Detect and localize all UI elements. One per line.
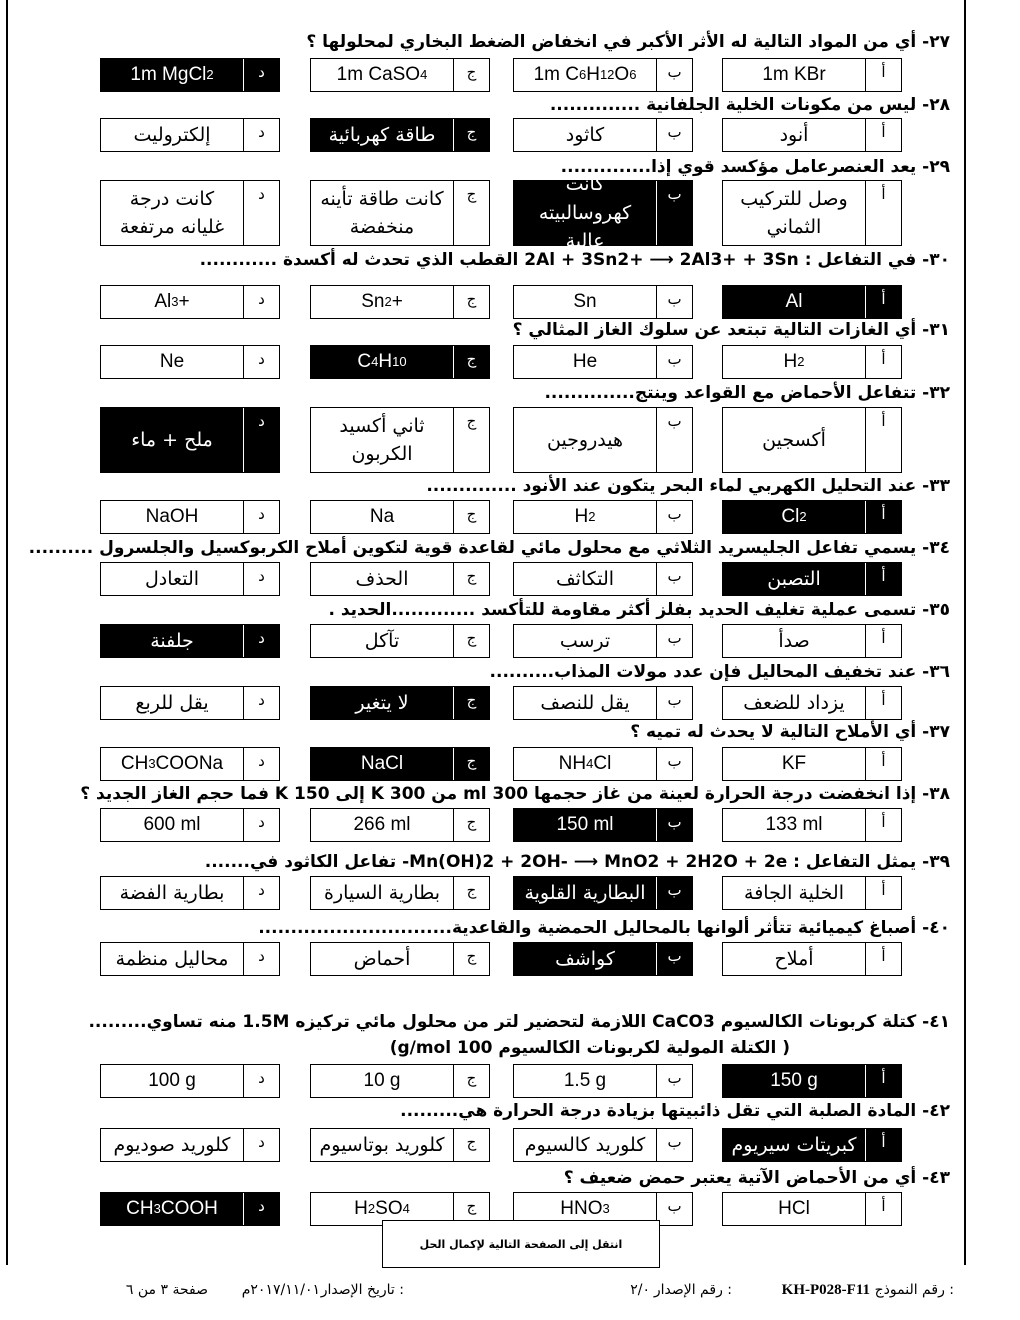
option-text: أملاح <box>774 947 814 970</box>
option-c[interactable] <box>310 562 490 596</box>
option-letter: ج <box>453 181 489 245</box>
option-text: NaOH <box>145 505 199 527</box>
footer-date: ٢٠١٧/١١/٠١م <box>241 1282 320 1298</box>
option-letter: ج <box>453 625 489 657</box>
option-c-selected[interactable] <box>310 686 490 720</box>
option-d[interactable] <box>100 345 280 379</box>
option-text: 600 ml <box>143 813 201 835</box>
option-letter: ج <box>453 1065 489 1097</box>
option-b[interactable] <box>513 747 693 781</box>
option-b-selected[interactable] <box>513 942 693 976</box>
question-text: المادة الصلبة التي تقل ذائبيتها بزيادة درجة الحرارة هي......... <box>400 1101 917 1121</box>
question-number: ٣٢- <box>916 383 950 403</box>
option-c[interactable] <box>310 58 490 92</box>
question-35 <box>328 600 950 620</box>
question-number: ٢٨- <box>916 95 950 115</box>
option-letter: ج <box>453 687 489 719</box>
question-41 <box>88 1012 950 1032</box>
option-text: NaCl <box>360 752 404 774</box>
option-letter: د <box>243 1065 279 1097</box>
option-d[interactable] <box>100 118 280 152</box>
option-a[interactable] <box>722 345 902 379</box>
question-text: عند تخفيف المحاليل فإن عدد مولات المذاب.......... <box>489 662 917 682</box>
option-letter: ب <box>656 59 692 91</box>
option-text: كلوريد صوديوم <box>113 1133 231 1156</box>
question-text: أي من الأحماض الآتية يعتبر حمض ضعيف ؟ <box>563 1168 917 1188</box>
option-text: تآكل <box>364 629 400 652</box>
option-text: هيدروجين <box>546 428 624 451</box>
option-b[interactable] <box>513 686 693 720</box>
question-number: ٣٤- <box>916 538 950 558</box>
question-number: ٣٠- <box>916 250 950 270</box>
option-letter: ج <box>453 877 489 909</box>
option-text: NH 4 Cl <box>558 752 612 774</box>
option-c-selected[interactable] <box>310 747 490 781</box>
option-text: 150 ml <box>556 813 614 835</box>
option-letter: ج <box>453 119 489 151</box>
option-text: He <box>572 350 598 372</box>
option-letter: د <box>243 346 279 378</box>
option-letter: د <box>243 687 279 719</box>
question-text: عند التحليل الكهربي لماء البحر يتكون عند الأنود .............. <box>426 476 917 496</box>
option-c[interactable] <box>310 285 490 319</box>
option-letter: أ <box>865 59 901 91</box>
question-43 <box>564 1168 950 1188</box>
question-39 <box>205 852 950 872</box>
option-d[interactable] <box>100 180 280 246</box>
option-d[interactable] <box>100 747 280 781</box>
option-text: يقل للنصف <box>540 691 630 714</box>
option-letter: ب <box>656 346 692 378</box>
question-text: إذا انخفضت درجة الحرارة لعينة من غاز حجمها 300 ml من 300 K إلى 150 K فما حجم الغاز الجديد ؟ <box>80 784 917 804</box>
option-b-selected[interactable] <box>513 173 693 253</box>
option-letter: د <box>243 181 279 245</box>
option-letter: أ <box>865 748 901 780</box>
option-letter: ب <box>656 625 692 657</box>
option-text: كواشف <box>555 947 615 970</box>
question-number: ٣٦- <box>916 662 950 682</box>
question-number: ٤٢- <box>916 1101 950 1121</box>
option-c-selected[interactable] <box>310 118 490 152</box>
question-text: تتفاعل الأحماض مع القواعد وينتج.............. <box>544 383 917 403</box>
option-letter: ج <box>453 1193 489 1225</box>
question-text: أي من المواد التالية له الأثر الأكبر في انخفاض الضغط البخاري لمحلولها ؟ <box>306 32 917 52</box>
option-text: 10 g <box>363 1069 401 1091</box>
option-b[interactable] <box>513 1064 693 1098</box>
question-number: ٣٩- <box>916 852 950 872</box>
question-number: ٣٨- <box>916 784 950 804</box>
option-b[interactable] <box>513 562 693 596</box>
option-letter: ب <box>656 501 692 533</box>
option-b[interactable] <box>513 500 693 534</box>
option-d-selected[interactable] <box>100 1192 280 1226</box>
option-c[interactable] <box>310 180 490 246</box>
footer-version-label: رقم الإصدار : <box>653 1282 732 1298</box>
option-text: CH 3 COOH <box>126 1197 218 1219</box>
option-letter: ج <box>453 501 489 533</box>
option-text: Sn 2 + <box>361 290 403 312</box>
option-letter: ب <box>656 748 692 780</box>
question-text: يسمي تفاعل الجليسريد الثلاثي مع محلول مائي لقاعدة قوية لتكوين أملاح الكربوكسيل والجلسرول .......... <box>28 538 917 558</box>
option-b[interactable] <box>513 118 693 152</box>
question-text: كتلة كربونات الكالسيوم CaCO3 اللازمة لتحضير لتر من محلول مائي تركيزه 1.5M منه تساوي......... <box>88 1012 917 1032</box>
question-text: ليس من مكونات الخلية الجلفانية .............. <box>549 95 917 115</box>
option-d[interactable] <box>100 876 280 910</box>
option-text: HNO 3 <box>560 1197 610 1219</box>
option-d[interactable] <box>100 808 280 842</box>
question-number: ٤٠- <box>916 918 950 938</box>
option-letter: أ <box>865 286 901 318</box>
option-d-selected[interactable] <box>100 624 280 658</box>
option-b-selected[interactable] <box>513 876 693 910</box>
option-letter: ب <box>656 877 692 909</box>
option-letter: ج <box>453 346 489 378</box>
question-number: ٣٥- <box>916 600 950 620</box>
question-36 <box>490 662 950 682</box>
option-c[interactable] <box>310 500 490 534</box>
option-a[interactable] <box>722 808 902 842</box>
option-text: كانت درجة غليانه مرتفعة <box>119 187 225 238</box>
option-letter: أ <box>865 625 901 657</box>
question-37 <box>630 722 950 742</box>
option-a-selected[interactable] <box>722 1128 902 1162</box>
option-c[interactable] <box>310 1128 490 1162</box>
option-letter: ج <box>453 408 489 472</box>
option-text: الخلية الجافة <box>744 881 844 904</box>
option-letter: د <box>243 563 279 595</box>
option-b[interactable] <box>513 624 693 658</box>
option-c[interactable] <box>310 876 490 910</box>
option-a[interactable] <box>722 942 902 976</box>
question-34 <box>29 538 950 558</box>
option-text: Al 3 + <box>154 290 190 312</box>
question-number: ٣١- <box>916 320 950 340</box>
option-c[interactable] <box>310 808 490 842</box>
option-a[interactable] <box>722 407 902 473</box>
option-text: 100 g <box>148 1069 196 1091</box>
option-text: 1m C 6 H 1 2 O 6 <box>533 63 637 85</box>
option-a[interactable] <box>722 1192 902 1226</box>
option-text: التصبن <box>767 567 821 590</box>
option-text: كلوريد كالسيوم <box>524 1133 646 1156</box>
footer-form-no: KH-P028-F11 <box>781 1282 870 1298</box>
option-letter: ب <box>656 1065 692 1097</box>
option-a[interactable] <box>722 180 902 246</box>
option-text: كانت طاقة تأينه منخفضة <box>320 187 444 238</box>
option-letter: د <box>243 1193 279 1225</box>
option-letter: د <box>243 286 279 318</box>
option-text: ترسب <box>559 629 611 652</box>
option-letter: أ <box>865 346 901 378</box>
option-text: وصل للتركيب الثماني <box>740 187 848 238</box>
option-d[interactable] <box>100 942 280 976</box>
option-a[interactable] <box>722 747 902 781</box>
option-d[interactable] <box>100 1128 280 1162</box>
option-d[interactable] <box>100 562 280 596</box>
option-text: Cl 2 <box>781 505 807 527</box>
option-b-selected[interactable] <box>513 808 693 842</box>
question-33 <box>426 476 950 496</box>
option-letter: ب <box>656 943 692 975</box>
question-text: أي الغازات التالية تبتعد عن سلوك الغاز المثالي ؟ <box>512 320 917 340</box>
option-text: 1.5 g <box>563 1069 607 1091</box>
option-text: البطارية القلوية <box>524 881 646 904</box>
option-letter: د <box>243 943 279 975</box>
option-text: كلوريد بوتاسيوم <box>319 1133 445 1156</box>
option-text: الحذف <box>355 567 409 590</box>
option-letter: ج <box>453 748 489 780</box>
question-28 <box>550 95 950 115</box>
option-text: 1m CaSO 4 <box>336 63 428 85</box>
option-letter: ب <box>656 408 692 472</box>
question-38 <box>80 784 950 804</box>
option-text: Sn <box>573 290 597 312</box>
option-text: جلفنة <box>150 629 194 652</box>
option-letter: ب <box>656 1193 692 1225</box>
question-32 <box>544 383 950 403</box>
option-b[interactable] <box>513 345 693 379</box>
option-text: طاقة كهربائية <box>328 123 436 146</box>
option-text: كبريتات سيريوم <box>731 1133 857 1156</box>
option-letter: د <box>243 119 279 151</box>
option-letter: ج <box>453 563 489 595</box>
option-c[interactable] <box>310 1064 490 1098</box>
option-d[interactable] <box>100 500 280 534</box>
question-30 <box>200 250 950 270</box>
option-letter: أ <box>865 563 901 595</box>
option-b[interactable] <box>513 58 693 92</box>
option-text: HCl <box>778 1197 810 1219</box>
option-letter: ب <box>656 181 692 245</box>
option-text: يزداد للضعف <box>743 691 845 714</box>
option-text: 266 ml <box>353 813 411 835</box>
question-number: ٤١- <box>916 1012 950 1032</box>
option-text: C 4 H 1 0 <box>357 350 407 372</box>
option-text: التكاثف <box>555 567 615 590</box>
option-letter: أ <box>865 809 901 841</box>
option-text: CH 3 COONa <box>120 752 224 774</box>
option-d[interactable] <box>100 285 280 319</box>
option-letter: ج <box>453 809 489 841</box>
option-letter: أ <box>865 181 901 245</box>
question-40 <box>258 918 950 938</box>
option-letter: أ <box>865 1065 901 1097</box>
option-letter: أ <box>865 501 901 533</box>
option-text: Ne <box>159 350 185 372</box>
question-text: يمثل التفاعل : Mn(OH)2 + 2OH- ⟶ MnO2 + 2H2O + 2e- تفاعل الكاثود في....... <box>204 852 917 872</box>
option-letter: ب <box>656 809 692 841</box>
next-page-note: انتقل إلى الصفحة التالية لإكمال الحل <box>382 1220 660 1268</box>
option-text: إلكتروليت <box>133 123 211 146</box>
question-31 <box>513 320 950 340</box>
option-letter: د <box>243 748 279 780</box>
option-text: 150 g <box>770 1069 818 1091</box>
option-letter: د <box>243 408 279 472</box>
option-letter: أ <box>865 119 901 151</box>
question-number: ٣٧- <box>916 722 950 742</box>
question-42 <box>400 1101 950 1121</box>
option-text: بطارية الفضة <box>119 881 225 904</box>
option-a[interactable] <box>722 58 902 92</box>
option-text: أنود <box>779 123 809 146</box>
option-letter: ج <box>453 286 489 318</box>
option-a[interactable] <box>722 876 902 910</box>
option-a-selected[interactable] <box>722 500 902 534</box>
question-number: ٢٩- <box>916 157 950 177</box>
option-letter: أ <box>865 1129 901 1161</box>
option-letter: د <box>243 501 279 533</box>
option-a-selected[interactable] <box>722 285 902 319</box>
option-text: KF <box>781 752 807 774</box>
question-text: يعد العنصرعامل مؤكسد قوي إذا.............. <box>560 157 917 177</box>
option-b[interactable] <box>513 1128 693 1162</box>
option-text: H 2 SO 4 <box>354 1197 410 1219</box>
option-letter: ج <box>453 943 489 975</box>
option-c[interactable] <box>310 942 490 976</box>
footer-version: ٢/٠ <box>630 1282 650 1298</box>
option-letter: أ <box>865 408 901 472</box>
option-letter: د <box>243 59 279 91</box>
question-27 <box>306 32 950 52</box>
option-c[interactable] <box>310 407 490 473</box>
option-letter: د <box>243 809 279 841</box>
option-text: التعادل <box>144 567 200 590</box>
option-c-selected[interactable] <box>310 345 490 379</box>
option-text: 133 ml <box>765 813 823 835</box>
option-text: بطارية السيارة <box>323 881 441 904</box>
option-c[interactable] <box>310 624 490 658</box>
option-letter: د <box>243 877 279 909</box>
option-text: Al <box>785 290 803 312</box>
option-a-selected[interactable] <box>722 1064 902 1098</box>
option-text: كاثود <box>565 123 605 146</box>
option-a[interactable] <box>722 686 902 720</box>
option-b[interactable] <box>513 285 693 319</box>
option-letter: ب <box>656 119 692 151</box>
option-b[interactable] <box>513 407 693 473</box>
option-text: أحماض <box>353 947 411 970</box>
option-letter: ب <box>656 1129 692 1161</box>
question-number: ٣٣- <box>916 476 950 496</box>
option-letter: أ <box>865 943 901 975</box>
option-letter: أ <box>865 687 901 719</box>
option-d-selected[interactable] <box>100 58 280 92</box>
option-d[interactable] <box>100 686 280 720</box>
option-letter: ج <box>453 59 489 91</box>
option-text: 1m KBr <box>762 63 826 85</box>
option-text: صدأ <box>778 629 810 652</box>
option-text: 1m MgCl 2 <box>130 63 214 85</box>
question-text: تسمى عملية تغليف الحديد بفلز أكثر مقاومة للتأكسد .............الحديد . <box>328 600 917 620</box>
option-text: لا يتغير <box>355 691 409 714</box>
option-letter: ب <box>656 563 692 595</box>
option-d[interactable] <box>100 1064 280 1098</box>
question-number: ٤٣- <box>916 1168 950 1188</box>
question-number: ٢٧- <box>916 32 950 52</box>
option-letter: د <box>243 1129 279 1161</box>
option-letter: أ <box>865 877 901 909</box>
option-text: كانت كهروسالبيته عالية <box>538 173 632 253</box>
option-letter: ب <box>656 286 692 318</box>
option-a[interactable] <box>722 624 902 658</box>
option-text: H 2 <box>574 505 596 527</box>
question-text: أصباغ كيميائية تتأثر ألوانها بالمحاليل الحمضية والقاعدية.............................. <box>258 918 917 938</box>
option-text: Na <box>369 505 395 527</box>
option-a-selected[interactable] <box>722 562 902 596</box>
option-letter: أ <box>865 1193 901 1225</box>
question-text: في التفاعل : 2Al + 3Sn2+ ⟶ 2Al3+ + 3Sn القطب الذي تحدث له أكسدة ............ <box>199 250 917 270</box>
option-letter: ج <box>453 1129 489 1161</box>
question-text: أي الأملاح التالية لا يحدث له تميه ؟ <box>630 722 917 742</box>
option-text: ملح + ماء <box>131 428 213 451</box>
footer-page: صفحة ٣ من ٦ <box>125 1282 208 1298</box>
option-d-selected[interactable] <box>100 407 280 473</box>
option-a[interactable] <box>722 118 902 152</box>
question-note: ( الكتلة المولية لكربونات الكالسيوم 100 g/mol) <box>389 1038 790 1058</box>
option-letter: د <box>243 625 279 657</box>
option-letter: ب <box>656 687 692 719</box>
option-text: أكسجين <box>762 428 826 451</box>
option-text: H 2 <box>783 350 805 372</box>
footer-date-label: تاريخ الإصدار : <box>320 1282 404 1298</box>
footer-form-label: رقم النموذج : <box>874 1282 954 1298</box>
option-text: يقل للربع <box>135 691 209 714</box>
option-text: محاليل منظمة <box>115 947 229 970</box>
option-text: ثاني أكسيد الكربون <box>339 414 425 465</box>
